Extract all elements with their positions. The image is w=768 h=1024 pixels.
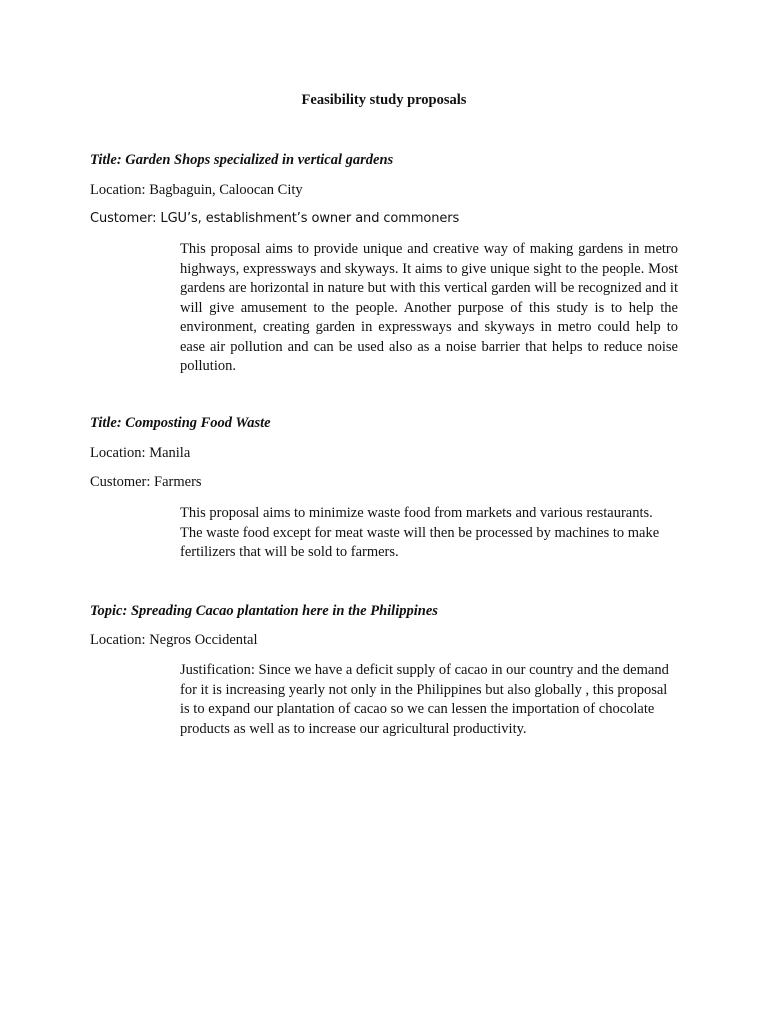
proposal-1-customer: Customer: LGU’s, establishment’s owner and commoners xyxy=(90,211,460,226)
proposal-1-body: This proposal aims to provide unique and creative way of making gardens in metro highways, expressways and skyways. It aims to give unique sight to the people. Most gardens are horizontal in nature but with this vertical garden will be recognized and it will give amusement to the people. Another purpose of this study is to help the environment, creating garden in expressways and skyways in metro could help to ease air pollution and can be used also as a noise barrier that helps to reduce noise pollution. xyxy=(180,241,678,374)
proposal-3-heading: Topic: Spreading Cacao plantation here in the Philippines xyxy=(90,603,438,619)
proposal-2-heading: Title: Composting Food Waste xyxy=(90,415,271,431)
document-title: Feasibility study proposals xyxy=(301,92,467,108)
proposal-2-location: Location: Manila xyxy=(90,445,191,461)
proposal-1-location: Location: Bagbaguin, Caloocan City xyxy=(90,182,303,198)
proposal-1-heading: Title: Garden Shops specialized in vertical gardens xyxy=(90,152,394,168)
proposal-3-location: Location: Negros Occidental xyxy=(90,632,258,648)
proposal-2-customer: Customer: Farmers xyxy=(90,474,202,490)
proposal-3-body: Justification: Since we have a deficit supply of cacao in our country and the demand for it is increasing yearly not only in the Philippines but also globally , this proposal is to expand our plantation of cacao so we can lessen the importation of chocolate products as well as to increase our agricultural productivity. xyxy=(180,662,669,737)
proposal-2-body: This proposal aims to minimize waste food from markets and various restaurants. The waste food except for meat waste will then be processed by machines to make fertilizers that will be sold to farmers. xyxy=(180,505,660,560)
